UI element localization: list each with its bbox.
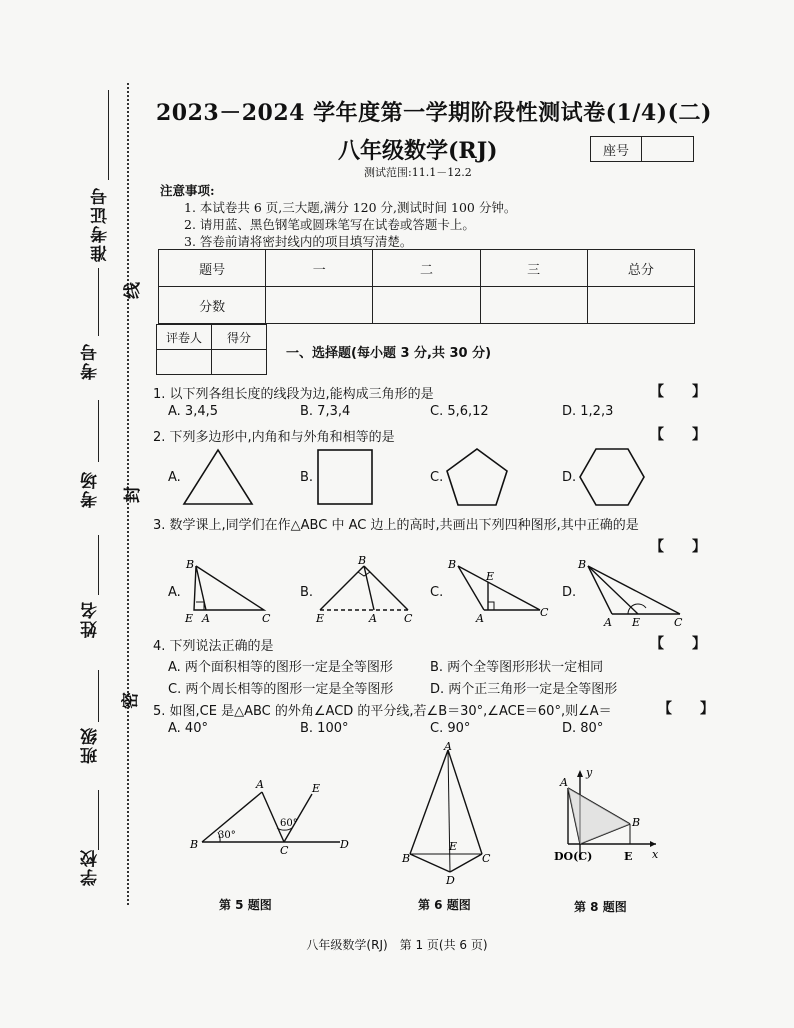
score-header: 一 (266, 250, 373, 287)
score-row-label: 分数 (159, 287, 266, 324)
svg-text:A: A (476, 612, 484, 625)
score-header: 总分 (587, 250, 694, 287)
svg-text:A: A (444, 740, 452, 753)
room-blank (98, 400, 99, 462)
ticket-no-blank (108, 90, 109, 180)
svg-text:E: E (624, 850, 633, 863)
notice-item: 3. 答卷前请将密封线内的项目填写清楚。 (184, 234, 413, 249)
option: B. 两个全等图形形状一定相同 (430, 660, 604, 675)
svg-text:x: x (652, 848, 659, 861)
school-blank (98, 790, 99, 850)
ticket-no-label: 准考证号 (91, 186, 111, 262)
option: C. (430, 585, 444, 600)
class-label: 班级 (81, 726, 101, 764)
grader-header: 评卷人 (157, 325, 212, 350)
option: C. 两个周长相等的图形一定是全等图形 (168, 682, 394, 697)
svg-text:B: B (402, 852, 411, 865)
svg-text:B: B (632, 816, 641, 829)
svg-text:E: E (486, 570, 495, 583)
option: D. 1,2,3 (562, 404, 614, 419)
square-figure (316, 448, 376, 508)
class-blank (98, 670, 99, 722)
svg-text:A: A (604, 616, 612, 629)
svg-text:E: E (449, 840, 458, 853)
pentagon-figure (444, 446, 510, 508)
option: B. (300, 470, 314, 485)
score-header: 二 (373, 250, 480, 287)
figure-q5 (180, 776, 360, 856)
answer-bracket[interactable]: 【 】 (650, 636, 706, 652)
option: C. 90° (430, 721, 471, 736)
name-label: 姓名 (81, 600, 101, 638)
hexagon-figure (578, 446, 648, 508)
answer-bracket[interactable]: 【 】 (650, 539, 706, 555)
svg-text:C: C (404, 612, 413, 625)
question-4-stem: 4. 下列说法正确的是 (153, 639, 274, 654)
svg-text:C: C (674, 616, 683, 629)
altitude-figure-b (312, 556, 422, 628)
grader-table (156, 324, 267, 375)
seal-char-mi: 密 (121, 692, 141, 709)
seat-number-box (590, 136, 694, 162)
option: A. (168, 585, 181, 600)
score-header: 三 (480, 250, 587, 287)
section-title: 一、选择题(每小题 3 分,共 30 分) (286, 346, 492, 361)
option: D. (562, 585, 577, 600)
svg-text:C: C (280, 844, 289, 857)
score-table (158, 249, 695, 324)
figure-q6 (402, 740, 492, 894)
grader-cell[interactable] (157, 350, 212, 375)
option: A. 两个面积相等的图形一定是全等图形 (168, 660, 393, 675)
svg-text:C: C (540, 606, 549, 619)
option: A. 3,4,5 (168, 404, 219, 419)
answer-bracket[interactable]: 【 】 (658, 701, 714, 717)
seal-char-xian: 线 (123, 282, 143, 299)
score-header: 题号 (159, 250, 266, 287)
svg-text:C: C (262, 612, 271, 625)
notice-item: 1. 本试卷共 6 页,三大题,满分 120 分,测试时间 100 分钟。 (184, 200, 517, 215)
option: D. (562, 470, 577, 485)
svg-text:E: E (185, 612, 194, 625)
figure-caption: 第 6 题图 (418, 898, 471, 912)
svg-text:D: D (340, 838, 349, 851)
score-cell[interactable] (480, 287, 587, 324)
svg-text:B: B (358, 554, 367, 567)
notice (160, 182, 516, 250)
seat-label: 座号 (591, 137, 642, 161)
notice-item: 2. 请用蓝、黑色钢笔或圆珠笔写在试卷或答题卡上。 (184, 217, 475, 232)
svg-text:A: A (202, 612, 210, 625)
question-3-stem: 3. 数学课上,同学们在作△ABC 中 AC 边上的高时,共画出下列四种图形,其中正确的是 (153, 518, 639, 533)
score-cell[interactable] (266, 287, 373, 324)
svg-text:C: C (482, 852, 491, 865)
svg-text:30°: 30° (218, 830, 236, 841)
svg-text:B: B (448, 558, 457, 571)
exam-title: 2023－2024 学年度第一学期阶段性测试卷(1/4)(二) (156, 100, 712, 126)
svg-text:B: B (190, 838, 199, 851)
grader-header: 得分 (212, 325, 267, 350)
svg-text:E: E (312, 782, 321, 795)
option: D. 两个正三角形一定是全等图形 (430, 682, 618, 697)
question-5-stem: 5. 如图,CE 是△ABC 的外角∠ACD 的平分线,若∠B＝30°,∠ACE＝60°,则∠A＝ (153, 704, 612, 719)
question-1-stem: 1. 以下列各组长度的线段为边,能构成三角形的是 (153, 387, 434, 402)
svg-text:A: A (369, 612, 377, 625)
exam-no-label: 考号 (81, 342, 101, 380)
option: B. (300, 585, 314, 600)
score-cell[interactable] (373, 287, 480, 324)
score-cell[interactable] (587, 287, 694, 324)
room-label: 考场 (81, 470, 101, 508)
option: B. 7,3,4 (300, 404, 351, 419)
svg-text:D: D (446, 874, 455, 887)
page-footer: 八年级数学(RJ) 第 1 页(共 6 页) (306, 938, 488, 952)
svg-text:B: B (578, 558, 587, 571)
option: C. (430, 470, 444, 485)
svg-text:A: A (256, 778, 264, 791)
altitude-figure-a (180, 558, 280, 628)
svg-text:DO(C): DO(C) (554, 850, 593, 863)
option: A. (168, 470, 181, 485)
notice-heading: 注意事项: (160, 183, 215, 198)
option: D. 80° (562, 721, 604, 736)
figure-q8 (548, 768, 668, 868)
name-blank (98, 535, 99, 595)
question-2-stem: 2. 下列多边形中,内角和与外角和相等的是 (153, 430, 395, 445)
option: A. 40° (168, 721, 208, 736)
exam-no-blank (98, 268, 99, 336)
option: C. 5,6,12 (430, 404, 489, 419)
grader-cell[interactable] (212, 350, 267, 375)
svg-text:60°: 60° (280, 818, 298, 829)
test-range: 测试范围:11.1－12.2 (364, 166, 472, 179)
altitude-figure-c (444, 556, 554, 628)
svg-text:B: B (186, 558, 195, 571)
option: B. 100° (300, 721, 349, 736)
exam-subtitle: 八年级数学(RJ) (338, 138, 498, 164)
svg-text:A: A (560, 776, 568, 789)
triangle-figure (180, 446, 260, 508)
answer-bracket[interactable]: 【 】 (650, 384, 706, 400)
seal-char-feng: 封 (123, 486, 143, 503)
svg-text:E: E (632, 616, 641, 629)
altitude-figure-d (574, 556, 694, 632)
answer-bracket[interactable]: 【 】 (650, 427, 706, 443)
svg-text:y: y (586, 766, 593, 779)
svg-text:E: E (316, 612, 325, 625)
school-label: 学校 (81, 848, 101, 886)
figure-caption: 第 5 题图 (219, 898, 272, 912)
figure-caption: 第 8 题图 (574, 900, 627, 914)
